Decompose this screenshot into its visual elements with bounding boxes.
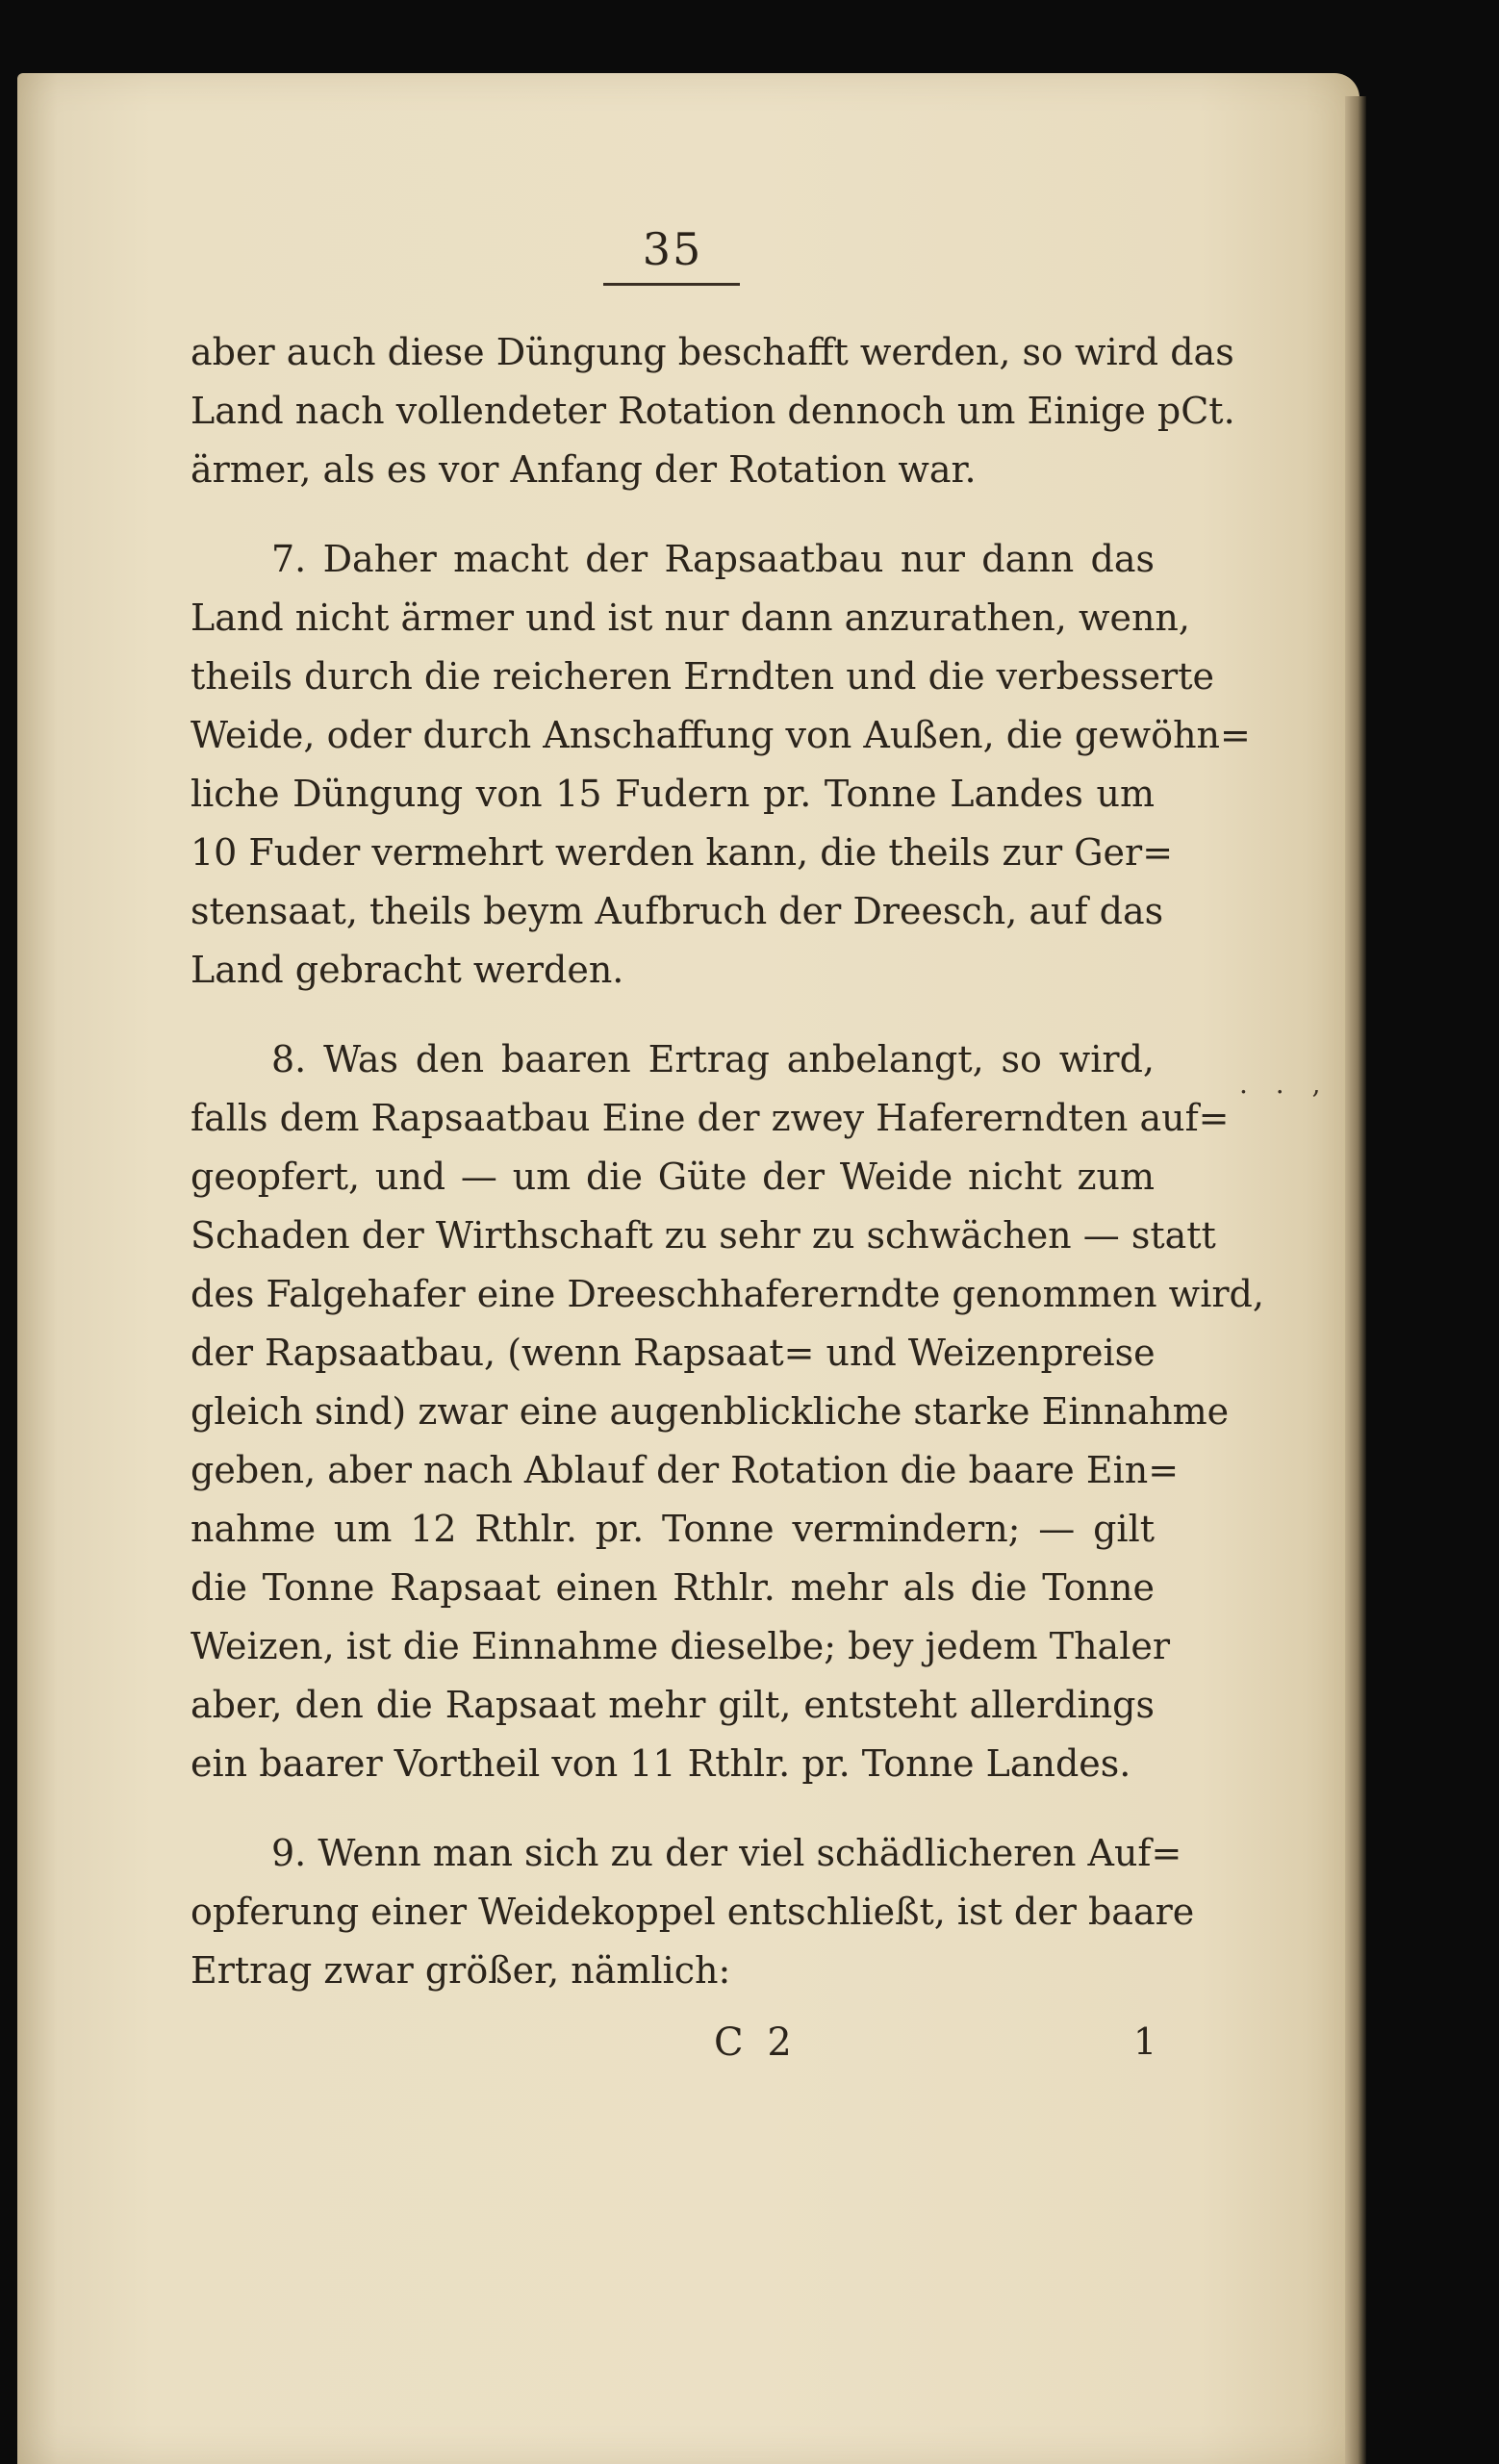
body-text: [191, 323, 1264, 2000]
paragraph: [191, 1030, 1264, 1793]
text-line: geopfert, und — um die Güte der Weide nicht zum: [191, 1156, 1155, 1198]
text-line: aber, den die Rapsaat mehr gilt, entsteht allerdings: [191, 1684, 1155, 1726]
paragraph: [191, 323, 1235, 499]
text-line: 7. Daher macht der Rapsaatbau nur dann das: [271, 538, 1155, 580]
paragraph-gap: [191, 499, 1155, 530]
text-line: Weide, oder durch Anschaffung von Außen, die gewöhn=: [191, 714, 1251, 756]
page-number: 35: [642, 223, 703, 275]
text-line: ein baarer Vortheil von 11 Rthlr. pr. Tonne Landes.: [191, 1742, 1131, 1785]
marginal-mark: . . ,: [1239, 1068, 1331, 1100]
text-line: Weizen, ist die Einnahme dieselbe; bey jedem Thaler: [191, 1625, 1171, 1667]
text-line: ärmer, als es vor Anfang der Rotation war.: [191, 448, 977, 491]
text-line: des Falgehafer eine Dreeschhafererndte genommen wird,: [191, 1273, 1264, 1315]
text-line: opferung einer Weidekoppel entschließt, ist der baare: [191, 1891, 1195, 1933]
text-line: stensaat, theils beym Aufbruch der Dreesch, auf das: [191, 890, 1164, 932]
text-line: Land nicht ärmer und ist nur dann anzurathen, wenn,: [191, 597, 1190, 639]
text-line: nahme um 12 Rthlr. pr. Tonne vermindern; — gilt: [191, 1508, 1155, 1550]
paragraph: [191, 530, 1251, 1000]
text-line: gleich sind) zwar eine augenblickliche starke Einnahme: [191, 1390, 1230, 1433]
paragraph: [191, 1824, 1195, 2000]
text-line: liche Düngung von 15 Fudern pr. Tonne Landes um: [191, 773, 1155, 815]
text-line: Ertrag zwar größer, nämlich:: [191, 1949, 731, 1992]
text-line: 8. Was den baaren Ertrag anbelangt, so wird,: [271, 1038, 1155, 1080]
paragraph-gap: [191, 1000, 1155, 1030]
text-line: Schaden der Wirthschaft zu sehr zu schwächen — statt: [191, 1214, 1216, 1257]
text-line: Land nach vollendeter Rotation dennoch um Einige pCt.: [191, 390, 1235, 432]
text-line: 10 Fuder vermehrt werden kann, die theils zur Ger=: [191, 831, 1174, 874]
text-line: theils durch die reicheren Erndten und die verbesserte: [191, 655, 1214, 698]
paragraph-gap: [191, 1793, 1155, 1824]
page-edge: [1345, 96, 1366, 2464]
header-rule: [603, 283, 740, 286]
signature-mark: C 2: [714, 2020, 798, 2065]
text-line: geben, aber nach Ablauf der Rotation die baare Ein=: [191, 1449, 1180, 1491]
text-line: falls dem Rapsaatbau Eine der zwey Hafererndten auf=: [191, 1097, 1230, 1139]
text-line: aber auch diese Düngung beschafft werden, so wird das: [191, 331, 1234, 373]
text-line: 9. Wenn man sich zu der viel schädlicheren Auf=: [271, 1832, 1182, 1874]
text-line: Land gebracht werden.: [191, 949, 624, 991]
catchword: 1: [1133, 2020, 1157, 2063]
text-line: die Tonne Rapsaat einen Rthlr. mehr als die Tonne: [191, 1566, 1155, 1609]
text-line: der Rapsaatbau, (wenn Rapsaat= und Weizenpreise: [191, 1332, 1156, 1374]
